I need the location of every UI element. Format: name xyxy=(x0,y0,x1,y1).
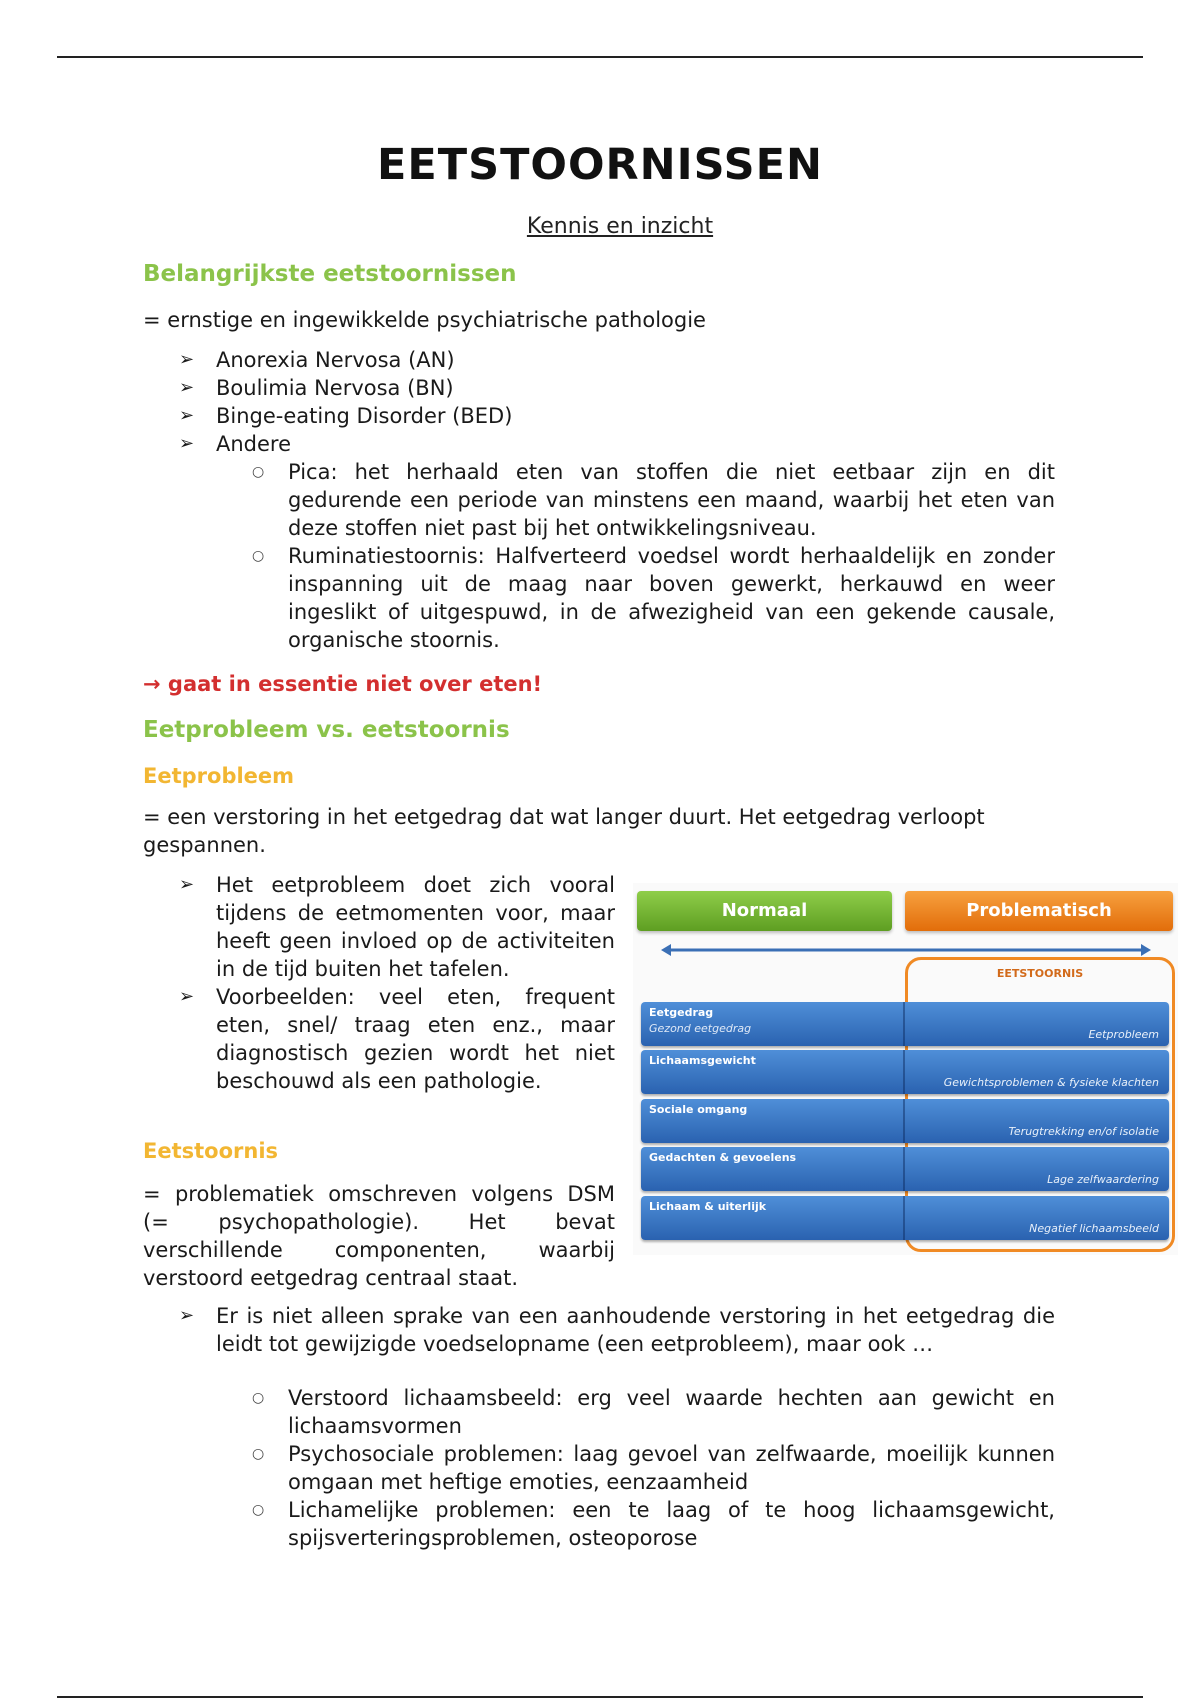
row-label: Sociale omgang xyxy=(649,1103,748,1116)
list-item: ➢ Binge-eating Disorder (BED) xyxy=(179,404,513,428)
row-problem-label: Lage zelfwaardering xyxy=(1047,1173,1159,1186)
diagram-row xyxy=(641,1050,1169,1094)
list-item: ➢ Het eetprobleem doet zich vooral tijdens de eetmomenten voor, maar heeft geen invloed op de activiteiten in de tijd buiten het tafelen. xyxy=(179,873,615,981)
row-label: Gedachten & gevoelens xyxy=(649,1151,797,1164)
other-disorders-sublist xyxy=(252,458,1055,654)
list-item: ○ Psychosociale problemen: laag gevoel van zelfwaarde, moeilijk kunnen omgaan met heftige emoties, eenzaamheid xyxy=(252,1442,1055,1494)
key-note: → gaat in essentie niet over eten! xyxy=(143,672,543,696)
row-label: Lichaam & uiterlijk xyxy=(649,1200,767,1213)
circle-bullet-icon: ○ xyxy=(252,1390,265,1406)
subheading-eating-disorder: Eetstoornis xyxy=(143,1139,279,1163)
eating-disorder-definition: = problematiek omschreven volgens DSM (= psychopathologie). Het bevat verschillende componenten, waarbij verstoord eetgedrag centraal staat. xyxy=(143,1182,615,1290)
arrow-bullet-icon: ➢ xyxy=(179,1305,195,1326)
row-problem-label: Terugtrekking en/of isolatie xyxy=(1008,1125,1159,1138)
list-item: ➢ Boulimia Nervosa (BN) xyxy=(179,376,454,400)
arrow-bullet-icon: ➢ xyxy=(179,349,195,370)
list-item: ➢ Anorexia Nervosa (AN) xyxy=(179,348,455,372)
row-problem-label: Gewichtsproblemen & fysieke klachten xyxy=(943,1076,1159,1089)
subheading-eating-problem: Eetprobleem xyxy=(143,764,295,788)
arrow-bullet-icon: ➢ xyxy=(179,874,195,895)
problematic-label-box: Problematisch xyxy=(905,891,1173,931)
list-item: ➢ Er is niet alleen sprake van een aanhoudende verstoring in het eetgedrag die leidt tot gewijzigde voedselopname (een eetprobleem), maar ook … xyxy=(179,1304,1055,1356)
eating-disorder-sublist xyxy=(252,1384,1055,1552)
list-item: ○ Verstoord lichaamsbeeld: erg veel waarde hechten aan gewicht en lichaamsvormen xyxy=(252,1386,1055,1438)
page-subtitle: Kennis en inzicht xyxy=(526,214,714,239)
circle-bullet-icon: ○ xyxy=(252,1502,265,1518)
eating-problem-definition: = een verstoring in het eetgedrag dat wat langer duurt. Het eetgedrag verloopt gespannen. xyxy=(143,805,985,857)
row-label: Eetgedrag xyxy=(649,1006,714,1019)
arrow-bullet-icon: ➢ xyxy=(179,405,195,426)
row-sublabel: Gezond eetgedrag xyxy=(649,1022,752,1035)
list-item: ➢ Voorbeelden: veel eten, frequent eten, snel/ traag eten enz., maar diagnostisch gezien wordt het niet beschouwd als een pathologie. xyxy=(179,985,615,1093)
arrow-bullet-icon: ➢ xyxy=(179,377,195,398)
section-heading-main-disorders: Belangrijkste eetstoornissen xyxy=(143,261,517,287)
diagram-row xyxy=(641,1196,1169,1240)
arrow-bullet-icon: ➢ xyxy=(179,433,195,454)
row-problem-label: Negatief lichaamsbeeld xyxy=(1029,1222,1159,1235)
circle-bullet-icon: ○ xyxy=(252,1446,265,1462)
continuum-diagram xyxy=(633,883,1178,1255)
eating-problem-list xyxy=(143,871,615,1095)
disorder-list xyxy=(143,346,1053,458)
diagram-row xyxy=(641,1002,1169,1046)
normal-label-box: Normaal xyxy=(637,891,892,931)
arrow-bullet-icon: ➢ xyxy=(179,986,195,1007)
definition-text: = ernstige en ingewikkelde psychiatrische pathologie xyxy=(143,308,706,332)
section-heading-comparison: Eetprobleem vs. eetstoornis xyxy=(143,717,510,743)
list-item: ○ Ruminatiestoornis: Halfverteerd voedsel wordt herhaaldelijk en zonder inspanning uit de maag naar boven gewerkt, herkauwd en weer ingeslikt of uitgespuwd, in de afwezigheid van een gekende causale, organische stoornis. xyxy=(252,544,1055,652)
list-item: ○ Lichamelijke problemen: een te laag of te hoog lichaamsgewicht, spijsverteringsproblemen, osteoporose xyxy=(252,1498,1055,1550)
row-problem-label: Eetprobleem xyxy=(1088,1028,1159,1041)
row-label: Lichaamsgewicht xyxy=(649,1054,756,1067)
diagram-row xyxy=(641,1099,1169,1143)
diagram-row xyxy=(641,1147,1169,1191)
eating-disorder-list xyxy=(143,1302,1055,1358)
circle-bullet-icon: ○ xyxy=(252,464,265,480)
page-title: EETSTOORNISSEN xyxy=(377,140,823,190)
list-item: ➢ Andere xyxy=(179,432,292,456)
top-rule xyxy=(57,56,1143,58)
bottom-rule xyxy=(57,1696,1143,1698)
circle-bullet-icon: ○ xyxy=(252,548,265,564)
eating-disorder-frame-label: EETSTOORNIS xyxy=(996,967,1084,980)
list-item: ○ Pica: het herhaald eten van stoffen die niet eetbaar zijn en dit gedurende een periode van minstens een maand, waarbij het eten van deze stoffen niet past bij het ontwikkelingsniveau. xyxy=(252,460,1055,540)
